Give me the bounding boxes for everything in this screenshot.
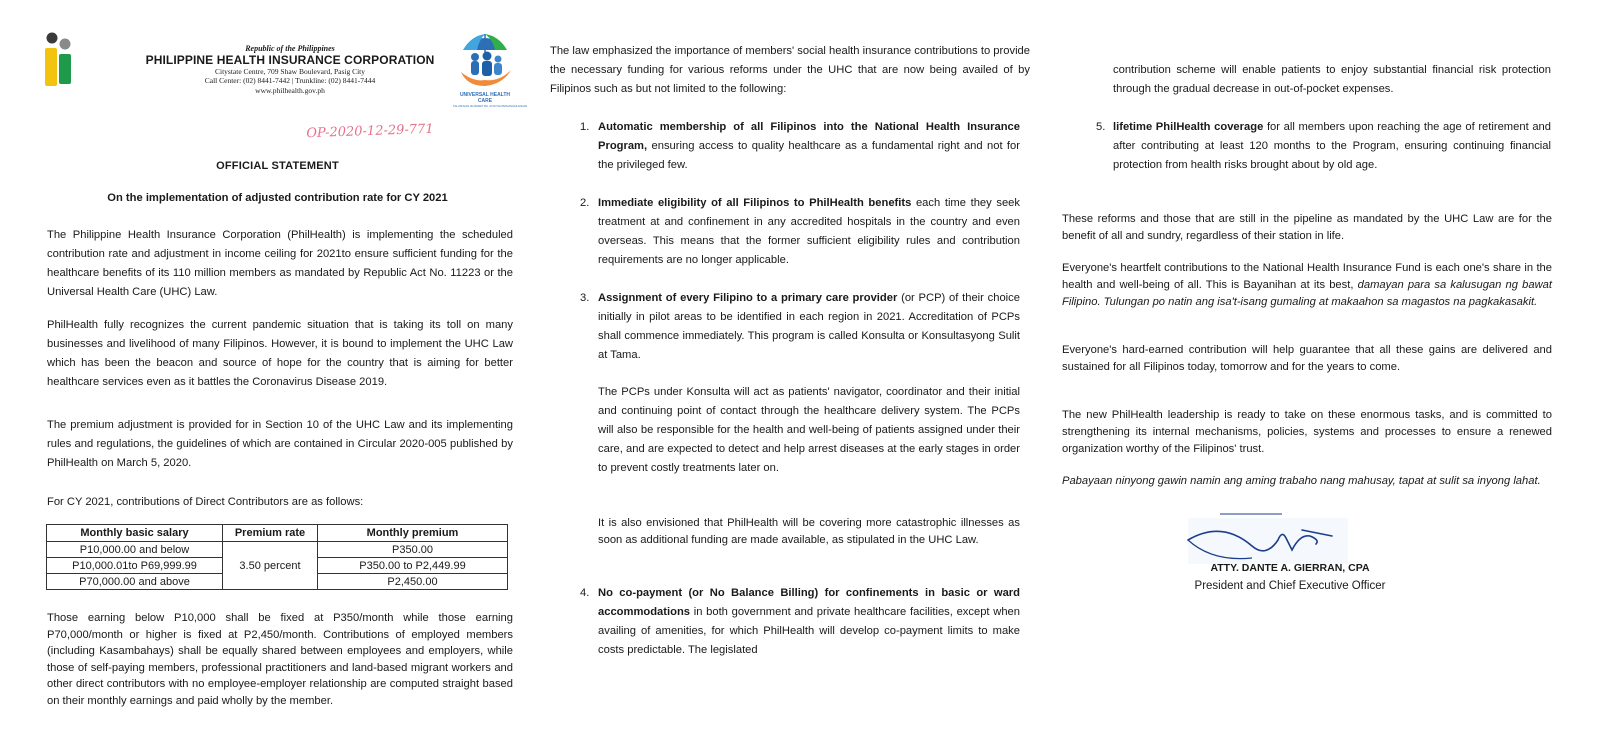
- table-row: [47, 542, 508, 558]
- bayanihan-plain: Everyone's heartfelt contributions to the National Health Insurance Fund is each one's share in the health and well-being of all. This is Bayanihan at its best,: [1062, 262, 1552, 291]
- reform-number: 4.: [580, 587, 590, 599]
- table-cell-salary: P10,000.00 and below: [47, 542, 223, 558]
- reform-rest: ensuring access to quality healthcare as a fundamental right and not for the privileged few.: [598, 140, 1020, 171]
- paragraph-leadership: The new PhilHealth leadership is ready to take on these enormous tasks, and is committed to strengthening its internal mechanisms, policies, systems and processes to ensure a renewed organization worthy of the Filipinos' trust.: [1062, 409, 1552, 455]
- reform-bold: Immediate eligibility of all Filipinos to PhilHealth benefits: [598, 197, 912, 209]
- table-cell-salary: P70,000.00 and above: [47, 574, 223, 590]
- table-cell-premium: P350.00: [318, 542, 508, 558]
- statement-heading: OFFICIAL STATEMENT: [216, 160, 339, 172]
- paragraph-pcp-konsulta: The PCPs under Konsulta will act as patients' navigator, coordinator and their initial and continuing point of contact through the healthcare delivery system. The PCPs will also be responsible for the health and well-being of patients assigned under their care, and are expected to detect and help arrest diseases at the early stages in order to prevent costly treatments later on.: [598, 386, 1020, 474]
- paragraph-pandemic: PhilHealth fully recognizes the current pandemic situation that is taking its toll on many businesses and livelihood of many Filipinos. However, it is bound to implement the UHC Law which has been the beacon and source of hope for the country that is aiming for better healthcare services even as it battles the Coronavirus Disease 2019.: [47, 319, 513, 388]
- reform-bold: Assignment of every Filipino to a primary care provider: [598, 292, 898, 304]
- reform-bold: lifetime PhilHealth coverage: [1113, 121, 1264, 133]
- philhealth-logo: [43, 30, 77, 90]
- uhc-umbrella-icon: [453, 28, 517, 88]
- header-address: Citystate Centre, 709 Shaw Boulevard, Pasig City: [215, 67, 365, 76]
- paragraph-bayanihan: [1062, 260, 1552, 311]
- reform-number: 2.: [580, 197, 590, 209]
- statement-subject: On the implementation of adjusted contribution rate for CY 2021: [107, 192, 448, 204]
- contribution-table: [46, 524, 508, 590]
- paragraph-law-intro: The law emphasized the importance of members' social health insurance contributions to provide the necessary funding for various reforms under the UHC that are now being availed of by Filipinos such as but not limited to the following:: [550, 45, 1030, 95]
- table-header: Monthly basic salary: [47, 525, 223, 542]
- paragraph-closing-filipino: Pabayaan ninyong gawin namin ang aming trabaho nang mahusay, tapat at sulit sa inyong lahat.: [1062, 475, 1541, 487]
- reform-rest: in both government and private healthcare facilities, except when availing of amenities, for which PhilHealth will develop co-payment limits to make costs predictable. The legislated: [598, 606, 1020, 656]
- table-header: Premium rate: [223, 525, 318, 542]
- header-website[interactable]: www.philhealth.gov.ph: [255, 86, 325, 95]
- reform-text: [598, 194, 1020, 270]
- paragraph-intro: The Philippine Health Insurance Corporation (PhilHealth) is implementing the scheduled contribution rate and adjustment in income ceiling for 2021to ensure sufficient funding for the healthcare benefits of its 110 million members as mandated by Republic Act No. 11223 or the Universal Health Care (UHC) Law.: [47, 229, 513, 298]
- table-cell-rate: 3.50 percent: [223, 542, 318, 590]
- paragraph-catastrophic: It is also envisioned that PhilHealth will be covering more catastrophic illnesses as soon as additional funding are made available, as stipulated in the UHC Law.: [598, 517, 1020, 546]
- uhc-logo: [453, 28, 528, 108]
- reform-number: 1.: [580, 121, 590, 133]
- reform-text: [598, 289, 1020, 365]
- paragraph-guarantee: Everyone's hard-earned contribution will help guarantee that all these gains are delivered and sustained for all Filipinos today, tomorrow and for the years to come.: [1062, 344, 1552, 373]
- uhc-logo-text: UNIVERSAL HEALTH CARE: [459, 92, 511, 104]
- table-cell-salary: P10,000.01to P69,999.99: [47, 558, 223, 574]
- reform-rest: for all members upon reaching the age of retirement and after contributing at least 120 months to the Program, ensuring continuing financial protection from health risks brought about by old age.: [1113, 121, 1551, 171]
- reform-text: [598, 584, 1020, 660]
- paragraph-earnings-rules: Those earning below P10,000 shall be fixed at P350/month while those earning P70,000/month or higher is fixed at P2,450/month. Contributions of employed members (including Kasambahays) shall be equally shared between employees and employers, while those of self-paying members, professional practitioners and land-based migrant workers and other direct contributors with no employee-employer relationship are computed straight based on their monthly earnings and paid wholly by the member.: [47, 612, 513, 707]
- reform-number: 5.: [1096, 121, 1106, 133]
- signatory-title: President and Chief Executive Officer: [1194, 580, 1386, 592]
- reform-bold: No co-payment (or No Balance Billing) for confinements in basic or ward accommodations: [598, 587, 1020, 618]
- uhc-logo-tagline: KALUSUGAN NG BAWAT ISA, AYON SA PANGANGAILANGAN: [453, 105, 528, 108]
- bayanihan-italic: damayan para sa kalusugan ng bawat Filipino. Tulungan po natin ang isa't-isang gumaling at makaahon sa magastos na pagkakasakit.: [1062, 279, 1553, 308]
- header-corporation: PHILIPPINE HEALTH INSURANCE CORPORATION: [145, 53, 435, 67]
- paragraph-reforms-benefit: These reforms and those that are still in the pipeline as mandated by the UHC Law are for the benefit of all and sundry, regardless of their station in life.: [1062, 213, 1552, 242]
- signatory-name: ATTY. DANTE A. GIERRAN, CPA: [1210, 562, 1370, 574]
- table-cell-premium: P2,450.00: [318, 574, 508, 590]
- table-header: Monthly premium: [318, 525, 508, 542]
- reform-bold: Automatic membership of all Filipinos into the National Health Insurance Program,: [598, 121, 1020, 152]
- reform-number: 3.: [580, 292, 590, 304]
- header-contact: Call Center: (02) 8441-7442 | Trunkline: (02) 8441-7444: [204, 76, 376, 85]
- paragraph-premium-adjustment: The premium adjustment is provided for in Section 10 of the UHC Law and its implementing rules and regulations, the guidelines of which are contained in Circular 2020-005 published by PhilHealth on March 5, 2020.: [47, 419, 513, 469]
- table-header-row: [47, 525, 508, 542]
- reform-text: [1113, 118, 1551, 175]
- reform-rest: each time they seek treatment at and confinement in any accredited hospitals in the country and even overseas. This means that the former sufficient eligibility rules and contribution requirements are no longer applicable.: [598, 197, 1020, 266]
- paragraph-direct-contributors: For CY 2021, contributions of Direct Contributors are as follows:: [47, 496, 364, 508]
- signature: [1182, 510, 1352, 570]
- reference-number: OP-2020-12-29-771: [306, 121, 434, 142]
- reform-text: [598, 118, 1020, 175]
- header-republic: Republic of the Philippines: [245, 44, 335, 53]
- paragraph-item4-continued: contribution scheme will enable patients to enjoy substantial financial risk protection through the gradual decrease in out-of-pocket expenses.: [1113, 64, 1551, 95]
- reform-rest: (or PCP) of their choice initially in pilot areas to be identified in each region in 2021. Accreditation of PCPs shall commence immediately. This program is called Konsulta or Konsultasyong Sulit at Tama.: [598, 292, 1020, 361]
- table-cell-premium: P350.00 to P2,449.99: [318, 558, 508, 574]
